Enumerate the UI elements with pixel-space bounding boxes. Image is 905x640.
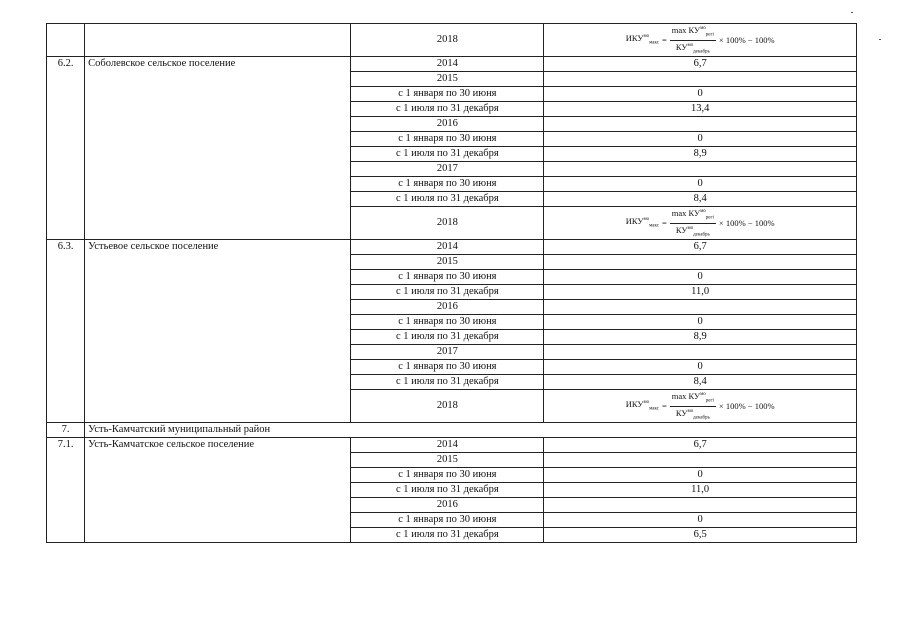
value-cell: 6,7 — [544, 240, 857, 255]
formula-fraction: $\frac{\max КУ^{мо}_{регi}}{КУ^{мо}_{декабрь}}$ — [671, 207, 714, 238]
value-cell: 0 — [544, 513, 857, 528]
row-number: 6.3. — [47, 240, 85, 423]
formula-lhs: $ИКУ^{мо}_{макс}$ — [625, 398, 659, 412]
tariff-table-body — [47, 24, 857, 543]
value-cell: 0 — [544, 132, 857, 147]
period-cell: с 1 июля по 31 декабря — [351, 285, 544, 300]
period-cell: 2014 — [351, 57, 544, 72]
period-cell: 2015 — [351, 255, 544, 270]
value-cell — [544, 345, 857, 360]
value-cell: 8,9 — [544, 147, 857, 162]
value-cell — [544, 498, 857, 513]
period-cell: 2018 — [351, 24, 544, 57]
period-cell: с 1 июля по 31 декабря — [351, 330, 544, 345]
period-cell: с 1 января по 30 июня — [351, 177, 544, 192]
period-cell: с 1 января по 30 июня — [351, 87, 544, 102]
period-cell: 2018 — [351, 390, 544, 423]
index-formula — [626, 24, 775, 56]
value-cell: 0 — [544, 87, 857, 102]
formula-fraction: $\frac{\max КУ^{мо}_{регi}}{КУ^{мо}_{декабрь}}$ — [671, 390, 714, 421]
value-cell — [544, 453, 857, 468]
formula-lhs: $ИКУ^{мо}_{макс}$ — [625, 32, 659, 46]
value-cell: 0 — [544, 270, 857, 285]
period-cell: 2018 — [351, 207, 544, 240]
value-cell: 0 — [544, 468, 857, 483]
period-cell: 2016 — [351, 300, 544, 315]
settlement-name — [85, 24, 351, 57]
value-cell: 11,0 — [544, 483, 857, 498]
value-cell: 0 — [544, 360, 857, 375]
period-cell: 2017 — [351, 345, 544, 360]
period-cell: 2017 — [351, 162, 544, 177]
period-cell: 2016 — [351, 498, 544, 513]
period-cell: 2015 — [351, 72, 544, 87]
row-number: 7.1. — [47, 438, 85, 543]
scan-speck — [879, 39, 881, 40]
period-cell: с 1 июля по 31 декабря — [351, 147, 544, 162]
formula-cell — [544, 24, 857, 57]
period-cell: с 1 января по 30 июня — [351, 132, 544, 147]
formula-cell — [544, 390, 857, 423]
formula-tail: × 100% − 100% — [718, 218, 775, 229]
value-cell: 8,9 — [544, 330, 857, 345]
settlement-name: Соболевское сельское поселение — [85, 57, 351, 240]
period-cell: с 1 июля по 31 декабря — [351, 528, 544, 543]
period-cell: с 1 января по 30 июня — [351, 468, 544, 483]
period-cell: 2014 — [351, 240, 544, 255]
district-name: Усть-Камчатский муниципальный район — [85, 423, 857, 438]
table-row — [47, 423, 857, 438]
table-row — [47, 57, 857, 72]
value-cell: 8,4 — [544, 375, 857, 390]
row-number — [47, 24, 85, 57]
period-cell: 2014 — [351, 438, 544, 453]
value-cell: 0 — [544, 177, 857, 192]
period-cell: с 1 июля по 31 декабря — [351, 483, 544, 498]
table-row — [47, 240, 857, 255]
period-cell: с 1 января по 30 июня — [351, 315, 544, 330]
table-row — [47, 438, 857, 453]
tariff-table — [46, 23, 857, 543]
value-cell: 13,4 — [544, 102, 857, 117]
formula-tail: × 100% − 100% — [718, 401, 775, 412]
value-cell: 0 — [544, 315, 857, 330]
period-cell: с 1 января по 30 июня — [351, 513, 544, 528]
value-cell: 8,4 — [544, 192, 857, 207]
row-number: 6.2. — [47, 57, 85, 240]
formula-lhs: $ИКУ^{мо}_{макс}$ — [625, 215, 659, 229]
settlement-name: Усть-Камчатское сельское поселение — [85, 438, 351, 543]
formula-tail: × 100% − 100% — [718, 35, 775, 46]
value-cell: 6,7 — [544, 57, 857, 72]
value-cell — [544, 300, 857, 315]
scan-speck — [851, 12, 853, 13]
index-formula — [626, 207, 775, 239]
period-cell: с 1 января по 30 июня — [351, 270, 544, 285]
period-cell: с 1 января по 30 июня — [351, 360, 544, 375]
formula-cell — [544, 207, 857, 240]
value-cell — [544, 117, 857, 132]
value-cell: 6,7 — [544, 438, 857, 453]
settlement-name: Устьевое сельское поселение — [85, 240, 351, 423]
value-cell — [544, 72, 857, 87]
formula-equals: = — [661, 218, 667, 229]
value-cell: 6,5 — [544, 528, 857, 543]
period-cell: с 1 июля по 31 декабря — [351, 375, 544, 390]
period-cell: с 1 июля по 31 декабря — [351, 192, 544, 207]
formula-fraction: $\frac{\max КУ^{мо}_{регi}}{КУ^{мо}_{декабрь}}$ — [671, 24, 714, 55]
value-cell — [544, 162, 857, 177]
value-cell: 11,0 — [544, 285, 857, 300]
period-cell: 2016 — [351, 117, 544, 132]
period-cell: с 1 июля по 31 декабря — [351, 102, 544, 117]
formula-equals: = — [661, 401, 667, 412]
row-number: 7. — [47, 423, 85, 438]
value-cell — [544, 255, 857, 270]
period-cell: 2015 — [351, 453, 544, 468]
index-formula — [626, 390, 775, 422]
formula-equals: = — [661, 35, 667, 46]
table-row — [47, 24, 857, 57]
